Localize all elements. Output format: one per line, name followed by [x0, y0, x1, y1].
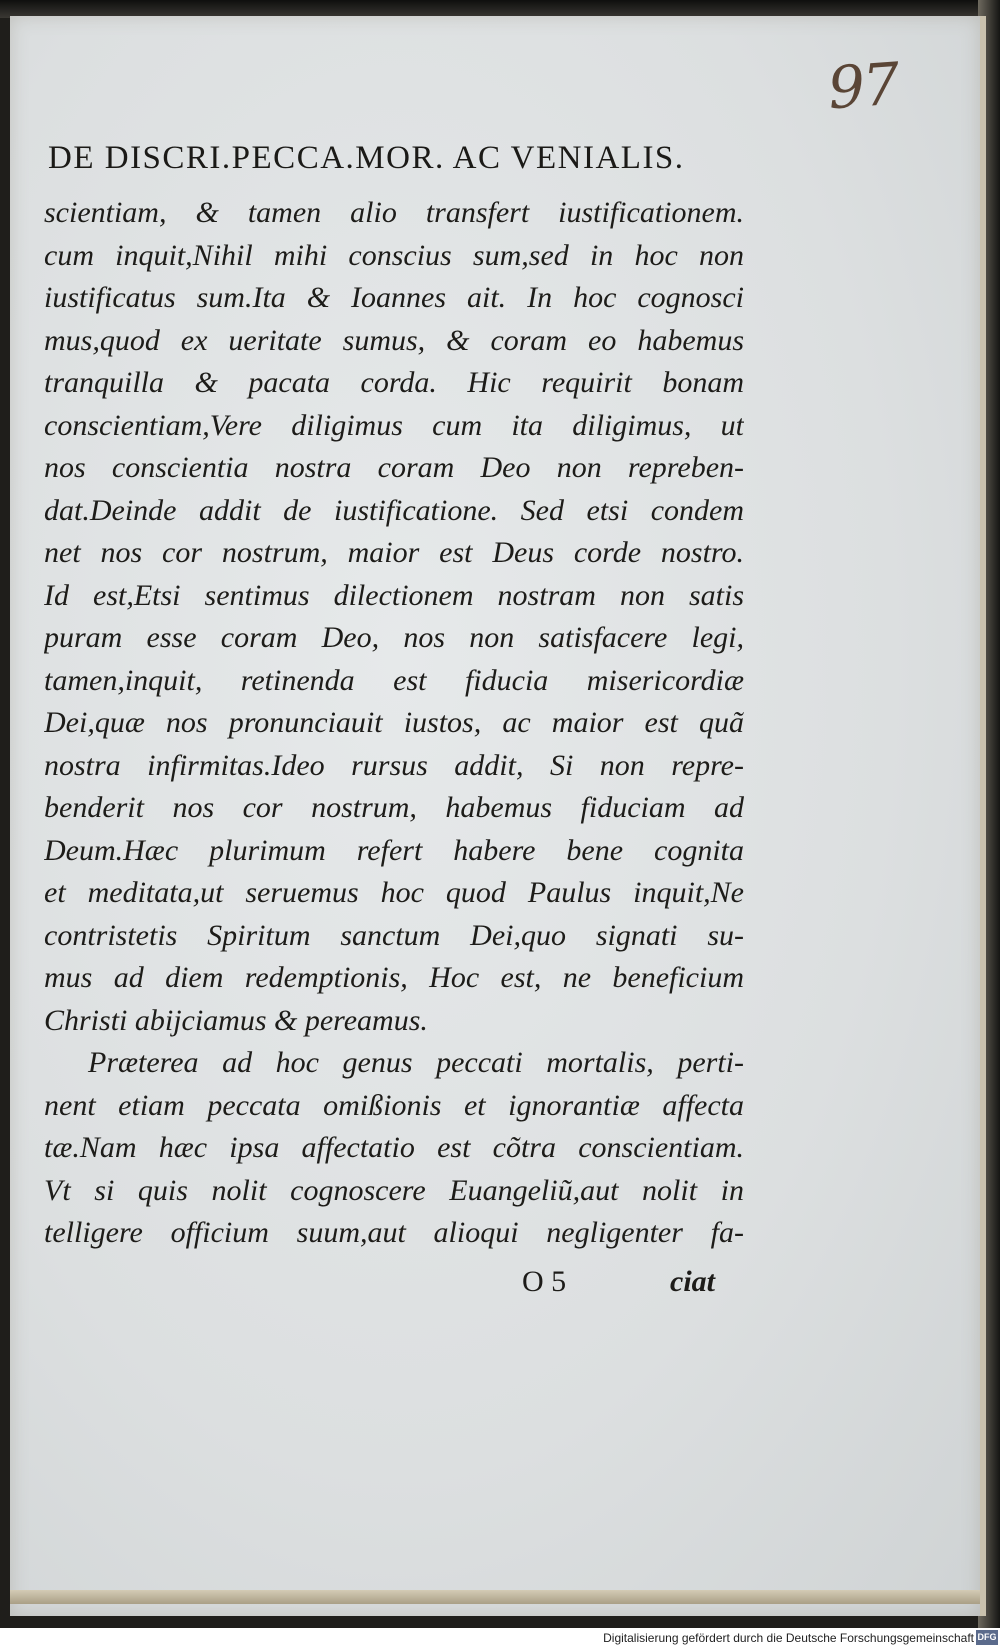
text-line: Vt si quis nolit cognoscere Euangeliũ,aut nolit in — [44, 1173, 744, 1207]
body-text — [44, 192, 744, 1255]
text-line: Deum.Hæc plurimum refert habere bene cognita — [44, 833, 744, 867]
text-line: net nos cor nostrum, maior est Deus corde nostro. — [44, 536, 744, 569]
text-line: Præterea ad hoc genus peccati mortalis, perti- — [88, 1046, 744, 1079]
text-line: Christi abijciamus & pereamus. — [44, 1003, 428, 1037]
folio-number: 97 — [825, 49, 901, 123]
text-line: iustificatus sum.Ita & Ioannes ait. In hoc cognosci — [44, 281, 744, 314]
text-line: dat.Deinde addit de iustificatione. Sed etsi condem — [44, 493, 744, 527]
signature-mark: O 5 — [522, 1265, 567, 1298]
text-line: puram esse coram Deo, nos non satisfacere legi, — [44, 621, 744, 654]
text-line: conscientiam,Vere diligimus cum ita diligimus, ut — [44, 408, 744, 442]
text-line: nostra infirmitas.Ideo rursus addit, Si non repre- — [44, 748, 744, 782]
funding-note: Digitalisierung gefördert durch die Deutsche Forschungsgemeinschaft — [603, 1631, 974, 1645]
text-line: cum inquit,Nihil mihi conscius sum,sed in hoc non — [44, 238, 744, 272]
page-foot — [44, 1265, 744, 1305]
text-line: nos conscientia nostra coram Deo non repreben- — [44, 451, 744, 484]
text-line: mus ad diem redemptionis, Hoc est, ne beneficium — [44, 961, 744, 994]
text-line: tamen,inquit, retinenda est fiducia misericordiæ — [44, 663, 744, 697]
text-line: contristetis Spiritum sanctum Dei,quo signati su- — [44, 918, 744, 952]
text-line: Id est,Etsi sentimus dilectionem nostram non satis — [44, 578, 744, 612]
text-line: telligere officium suum,aut alioqui negligenter fa- — [44, 1216, 744, 1249]
text-line: tranquilla & pacata corda. Hic requirit bonam — [44, 366, 744, 399]
text-line: tæ.Nam hæc ipsa affectatio est cõtra conscientiam. — [44, 1131, 744, 1164]
text-line: Dei,quæ nos pronunciauit iustos, ac maior est quã — [44, 706, 744, 739]
text-line: mus,quod ex ueritate sumus, & coram eo habemus — [44, 323, 744, 357]
text-line: benderit nos cor nostrum, habemus fiduciam ad — [44, 791, 744, 824]
page-bottom-edge — [10, 1590, 980, 1604]
text-line: nent etiam peccata omißionis et ignorantiæ affecta — [44, 1088, 744, 1122]
catchword: ciat — [670, 1265, 715, 1298]
running-head: DE DISCRI.PECCA.MOR. AC VENIALIS. — [48, 140, 685, 176]
text-line: et meditata,ut seruemus hoc quod Paulus inquit,Ne — [44, 876, 744, 909]
text-line: scientiam, & tamen alio transfert iustificationem. — [44, 196, 744, 229]
dfg-logo-icon: DFG — [976, 1630, 998, 1645]
